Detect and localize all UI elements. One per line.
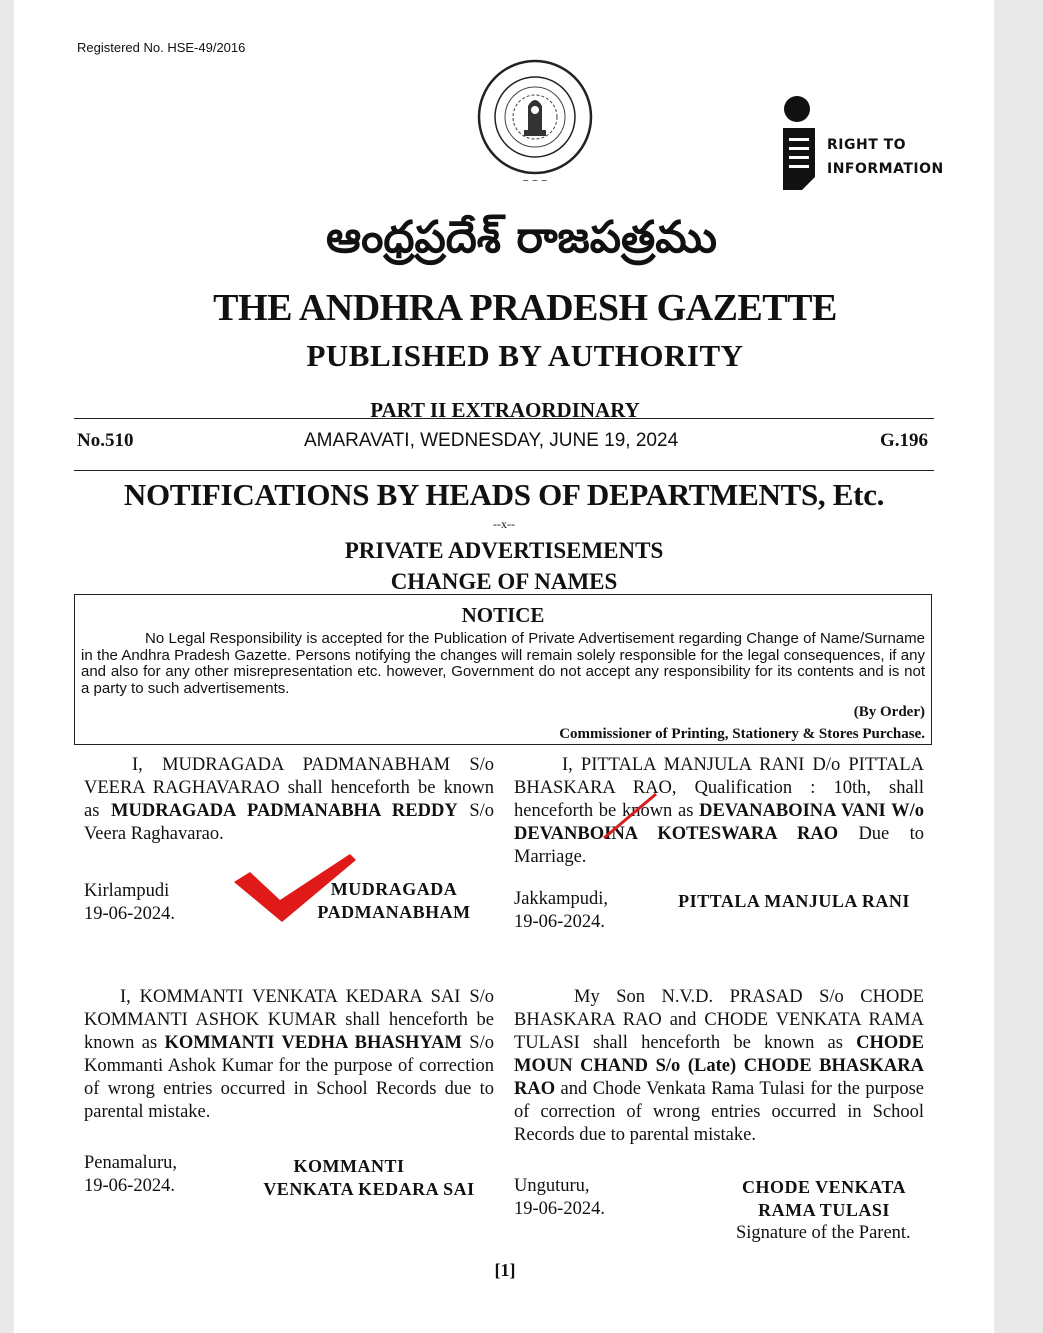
advertisement-1-signature-line1: MUDRAGADA — [330, 879, 458, 899]
advertisement-1-text: I, MUDRAGADA PADMANABHAM S/o VEERA RAGHAVARAO shall henceforth be known as MUDRAGADA PADMANABHA REDDY S/o Veera Raghavarao. — [84, 755, 494, 844]
advertisement-4-date: 19-06-2024. — [514, 1199, 605, 1219]
advertisement-3-signature-line2: VENKATA KEDARA SAI — [263, 1179, 475, 1199]
advertisement-3-text: I, KOMMANTI VENKATA KEDARA SAI S/o KOMMANTI ASHOK KUMAR shall henceforth be known as KOMMANTI VEDHA BHASHYAM S/o Kommanti Ashok Kumar for the purpose of correction of wrong entries occurred in School Records due to parental mistake. — [84, 987, 494, 1122]
notice-heading: NOTICE — [461, 603, 545, 627]
advertisement-1-date: 19-06-2024. — [84, 904, 175, 924]
advertisement-2-text: I, PITTALA MANJULA RANI D/o PITTALA BHASKARA RAO, Qualification : 10th, shall henceforth be known as DEVANABOINA VANI W/o DEVANBOINA KOTESWARA RAO Due to Marriage. — [514, 755, 925, 867]
advertisement-4-signature-line2: RAMA TULASI — [758, 1200, 890, 1220]
state-emblem-icon — [476, 58, 594, 188]
red-pen-mark-icon — [602, 792, 658, 840]
sub-heading: PRIVATE ADVERTISEMENTS — [344, 538, 664, 563]
issue-date: AMARAVATI, WEDNESDAY, JUNE 19, 2024 — [304, 430, 679, 451]
advertisement-4-place: Unguturu, — [514, 1176, 590, 1196]
gazette-page — [14, 0, 994, 1333]
gazette-title: THE ANDHRA PRADESH GAZETTE — [213, 287, 837, 329]
advertisement-3-signature-line1: KOMMANTI — [293, 1156, 405, 1176]
advertisement-1-signature-line2: PADMANABHAM — [317, 902, 471, 922]
section-separator: --x-- — [493, 517, 515, 531]
issue-number: No.510 — [77, 430, 134, 451]
advertisement-1-place: Kirlampudi — [84, 881, 170, 901]
notice-box — [74, 594, 932, 745]
page-number: [1] — [494, 1260, 516, 1280]
advertisement-4-signature-line1: CHODE VENKATA — [741, 1177, 907, 1197]
advertisement-4-text: My Son N.V.D. PRASAD S/o CHODE BHASKARA RAO and CHODE VENKATA RAMA TULASI shall henceforth be known as CHODE MOUN CHAND S/o (Late) CHODE BHASKARA RAO and Chode Venkata Rama Tulasi for the purpose of correction of wrong entries occurred in School Records due to parental mistake. — [514, 987, 924, 1145]
by-order: (By Order) — [853, 704, 925, 720]
advertisement-2-place: Jakkampudi, — [514, 889, 609, 909]
registered-number: Registered No. HSE-49/2016 — [77, 40, 246, 55]
advertisement-2-date: 19-06-2024. — [514, 912, 605, 932]
section-heading: NOTIFICATIONS BY HEADS OF DEPARTMENTS, Etc. — [123, 477, 885, 512]
commissioner-line: Commissioner of Printing, Stationery & Stores Purchase. — [559, 726, 925, 742]
rti-label-line1: RIGHT TO — [827, 137, 907, 153]
advertisement-4-signature-note: Signature of the Parent. — [736, 1223, 911, 1243]
telugu-title: ఆంధ్రప్రదేశ్ రాజపత్రము — [325, 212, 718, 263]
published-by: PUBLISHED BY AUTHORITY — [306, 338, 744, 373]
advertisement-2-signature: PITTALA MANJULA RANI — [678, 891, 910, 911]
advertisement-3-place: Penamaluru, — [84, 1153, 177, 1173]
svg-text:~ ~ ~: ~ ~ ~ — [522, 176, 548, 185]
advertisement-3-date: 19-06-2024. — [84, 1176, 175, 1196]
notice-body: No Legal Responsibility is accepted for the Publication of Private Advertisement regarding Change of Name/Surname in the Andhra Pradesh Gazette. Persons notifying the changes will remain solely responsible for the legal consequences, if any and also for any other misrepresentation etc. however, Government do not accept any responsibility for its contents and is not a party to such advertisements. — [81, 630, 925, 697]
part-label: PART II EXTRAORDINARY — [370, 398, 640, 422]
g-number: G.196 — [880, 430, 929, 451]
rti-label-line2: INFORMATION — [827, 161, 944, 177]
divider — [74, 418, 934, 419]
sub-heading-change-of-names: CHANGE OF NAMES — [390, 569, 618, 594]
divider — [74, 470, 934, 471]
